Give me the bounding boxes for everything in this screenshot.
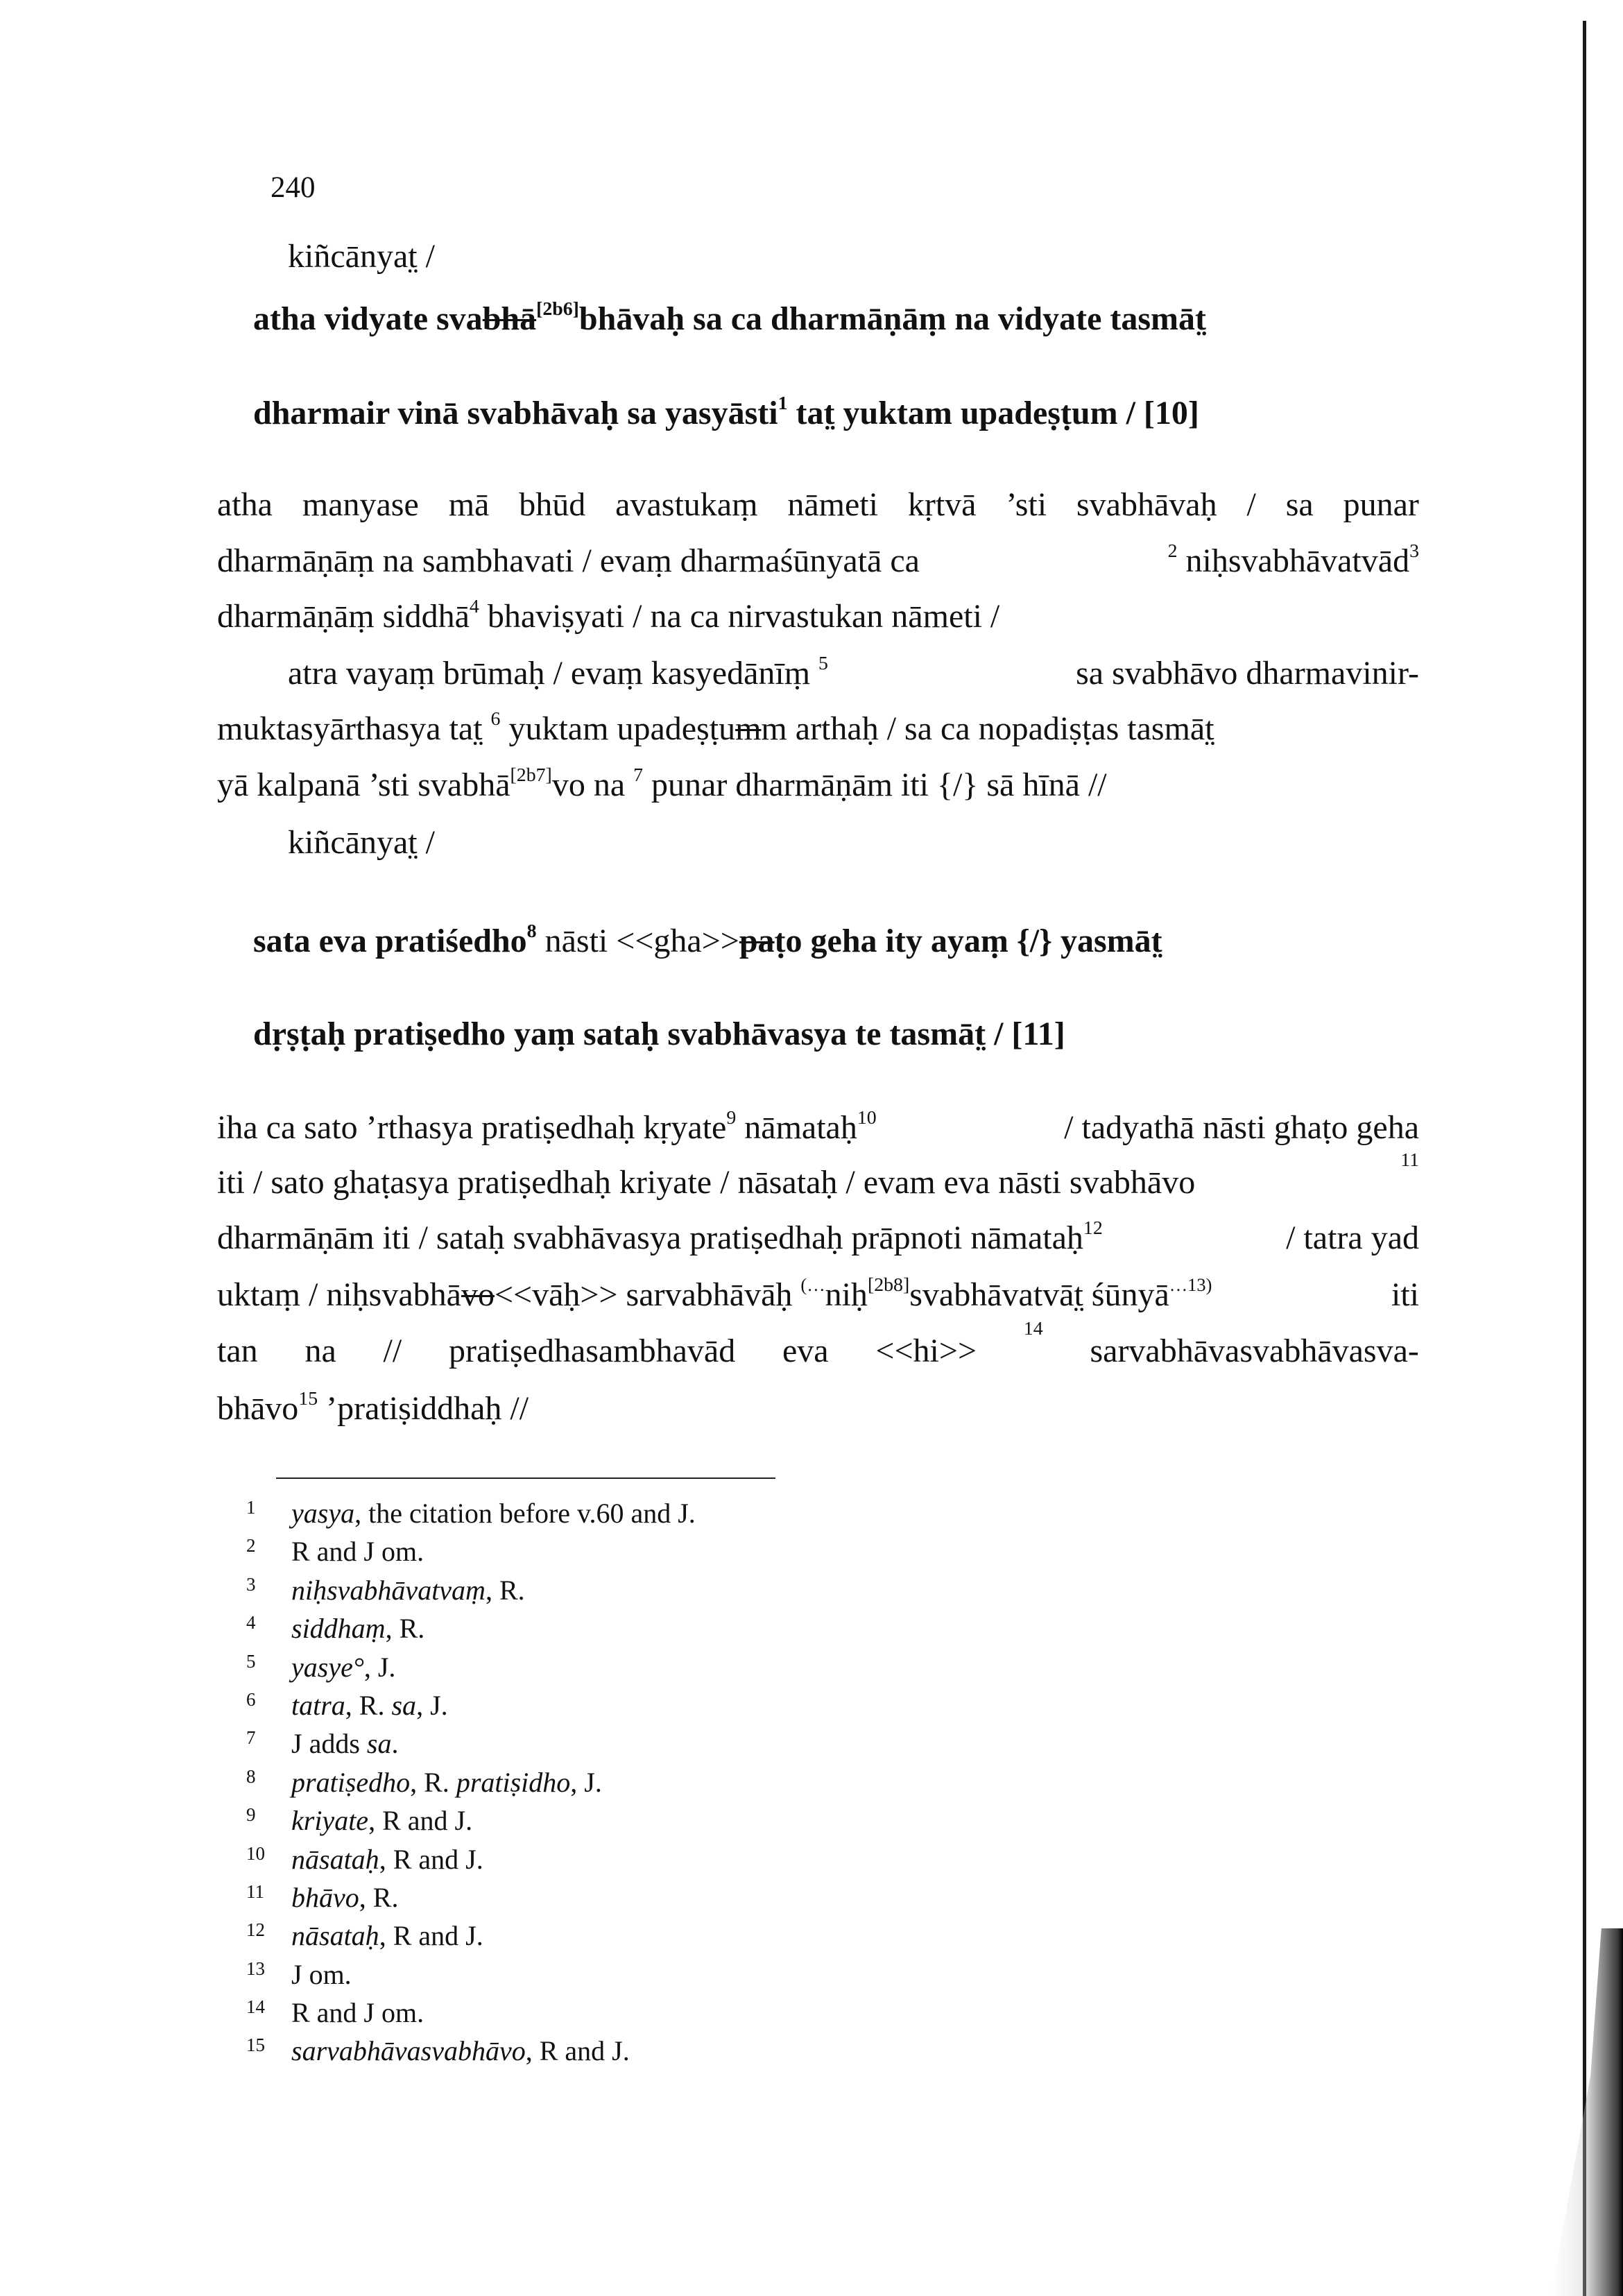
footnote-number: 1	[246, 1497, 256, 1518]
word: bhūd	[519, 486, 586, 523]
footnote-number: 7	[246, 1727, 256, 1749]
verse-10-line-a: atha vidyate svabhā[2b6]bhāvaḥ sa ca dharmāṇāṃ na vidyate tasmāt̤	[253, 298, 1206, 337]
commentary-line: iha ca sato ’rthasya pratiṣedhaḥ kṛyate$^9$ nāmataḥ$^{10}$ / tadyathā nāsti ghaṭo geha	[217, 1106, 1419, 1146]
footnote-number: 12	[246, 1919, 265, 1941]
footnote	[246, 1881, 696, 1919]
footnote-text: J om.	[291, 1958, 352, 1990]
commentary-line: yā kalpanā ’sti svabhā[2b7]vo na $^7$ punar dharmāṇām iti {/} sā hīnā //	[217, 764, 1107, 803]
footnote-number: 14	[246, 1996, 265, 2018]
folio-marker: [2b8]	[867, 1274, 910, 1296]
footnote-ref: 10	[857, 1106, 877, 1129]
word: //	[383, 1333, 402, 1369]
commentary-line	[217, 1317, 1419, 1370]
footnote-text: sarvabhāvasvabhāvo, R and J.	[291, 2035, 630, 2067]
footnote-text: nāsataḥ, R and J.	[291, 1843, 483, 1875]
scan-corner-shadow	[1551, 1928, 1623, 2296]
word: kṛtvā	[907, 486, 977, 523]
footnote-ref: 5	[818, 652, 828, 674]
word: tan	[217, 1333, 258, 1369]
word: na	[304, 1333, 336, 1369]
footnote-separator	[276, 1477, 775, 1479]
footnote-number: 2	[246, 1535, 256, 1557]
deleted-text: bhā	[482, 300, 537, 337]
commentary-line: dharmāṇām iti / sataḥ svabhāvasya pratiṣedhaḥ prāpnoti nāmataḥ$^{12}$ / tatra yad	[217, 1217, 1419, 1256]
footnote-list	[246, 1497, 696, 2073]
commentary-line: muktasyārthasya tat̤ $^6$ yuktam upadeṣṭumm arthaḥ / sa ca nopadiṣṭas tasmāt̤	[217, 708, 1214, 747]
folio-marker: [2b7]	[510, 764, 552, 786]
footnote	[246, 1497, 696, 1535]
footnote-text: yasye°, J.	[291, 1651, 396, 1683]
footnote-number: 4	[246, 1612, 256, 1634]
footnote-text: pratiṣedho, R. pratiṣidho, J.	[291, 1766, 602, 1798]
footnote-text: tatra, R. sa, J.	[291, 1689, 448, 1721]
footnote-number: 3	[246, 1573, 256, 1595]
footnote-ref: …13)	[1169, 1274, 1212, 1296]
footnote-ref: 1	[778, 392, 788, 414]
word: pratiṣedhasambhavād	[449, 1333, 736, 1369]
word: /	[1246, 486, 1256, 523]
footnote	[246, 1958, 696, 1996]
footnote-ref: 8	[526, 920, 537, 942]
footnote-number: 9	[246, 1804, 256, 1826]
footnote	[246, 1727, 696, 1765]
footnote-ref: (…	[800, 1274, 825, 1296]
footnote-ref: 6	[490, 708, 501, 730]
footnote	[246, 1843, 696, 1881]
footnote-number: 8	[246, 1765, 256, 1787]
word: punar	[1343, 486, 1419, 523]
footnote-text: bhāvo, R.	[291, 1881, 399, 1913]
commentary-line: atra vayaṃ brūmaḥ / evaṃ kasyedānīṃ $^5$ sa svabhāvo dharmavinir-	[288, 652, 1419, 692]
footnote-ref: 9	[726, 1106, 737, 1129]
commentary-line: dharmāṇāṃ siddhā$^4$ bhaviṣyati / na ca nirvastukan nāmeti /	[217, 595, 1000, 635]
footnote-text: kriyate, R and J.	[291, 1805, 473, 1837]
word: nāmeti	[787, 486, 878, 523]
word: manyase	[302, 486, 419, 523]
footnote-ref: 11	[1400, 1149, 1419, 1171]
commentary-line: dharmāṇāṃ na sambhavati / evaṃ dharmaśūnyatā ca $^2$ niḥsvabhāvatvād$^3$	[217, 540, 1419, 579]
word: atha	[217, 486, 273, 523]
footnote	[246, 1574, 696, 1612]
commentary-line: iti / sato ghaṭasya pratiṣedhaḥ kriyate / nāsataḥ / evam eva nāsti svabhāvo $^{11}$	[217, 1149, 1419, 1201]
text-line: kiñcānyat̤ /	[288, 238, 435, 275]
footnote-text: nāsataḥ, R and J.	[291, 1920, 483, 1952]
footnote-text: siddhaṃ, R.	[291, 1613, 425, 1645]
footnote-ref: 3	[1409, 540, 1419, 562]
commentary-line: uktaṃ / niḥsvabhāvo<<vāḥ>> sarvabhāvāḥ (…niḥ[2b8]svabhāvatvāt̤ śūnyā$^{\dots 13)}$ iti	[217, 1274, 1419, 1313]
word: avastukaṃ	[615, 486, 758, 523]
footnote	[246, 1996, 696, 2034]
word: mā	[448, 486, 490, 523]
verse-11-line-b: dṛṣṭaḥ pratiṣedho yaṃ sataḥ svabhāvasya te tasmāt̤ / [11]	[253, 1016, 1065, 1052]
footnote-number: 5	[246, 1650, 256, 1672]
page-number: 240	[270, 171, 316, 204]
footnote	[246, 1766, 696, 1804]
commentary-line: bhāvo$^{15}$ ’pratiṣiddhaḥ //	[217, 1387, 529, 1427]
word: sarvabhāvasvabhāvasva-	[1090, 1333, 1419, 1369]
footnote	[246, 1651, 696, 1689]
commentary-line	[217, 486, 1419, 524]
word: svabhāvaḥ	[1076, 486, 1217, 523]
deleted-text: vo	[461, 1276, 495, 1313]
footnote	[246, 1689, 696, 1727]
footnote-ref: 4	[469, 595, 479, 617]
verse-11-line-a: sata eva pratiśedho$^8$ nāsti <<gha>>paṭo geha ity ayaṃ {/} yasmāt̤	[253, 920, 1162, 959]
footnote-ref: 15	[298, 1387, 318, 1410]
footnote	[246, 1804, 696, 1842]
footnote-ref: 7	[633, 764, 644, 786]
footnote-number: 15	[246, 2034, 265, 2056]
commentary-line: kiñcānyat̤ /	[288, 824, 435, 861]
verse-10-line-b: dharmair vinā svabhāvaḥ sa yasyāsti$^1$ tat̤ yuktam upadeṣṭum / [10]	[253, 392, 1199, 431]
footnote-number: 11	[246, 1881, 264, 1902]
footnote-ref: 14	[1023, 1317, 1043, 1339]
word: <<hi>>	[875, 1333, 977, 1369]
footnote-text: R and J om.	[291, 1536, 424, 1568]
footnote-text: niḥsvabhāvatvaṃ, R.	[291, 1574, 525, 1606]
word: ’sti	[1006, 486, 1047, 523]
scan-page-edge	[1583, 21, 1586, 2296]
footnote-number: 10	[246, 1842, 265, 1864]
folio-marker: [2b6]	[536, 298, 579, 320]
footnote-ref: 2	[1167, 540, 1178, 562]
footnote-number: 6	[246, 1688, 256, 1710]
word: eva	[782, 1333, 829, 1369]
deleted-text: m	[735, 710, 762, 747]
word: sa	[1285, 486, 1314, 523]
footnote-text: R and J om.	[291, 1997, 424, 2029]
footnote	[246, 1612, 696, 1650]
footnote	[246, 1919, 696, 1957]
footnote	[246, 2034, 696, 2073]
deleted-text: pa	[739, 923, 775, 959]
footnote-ref: 12	[1083, 1217, 1103, 1239]
footnote	[246, 1535, 696, 1573]
footnote-number: 13	[246, 1957, 265, 1979]
footnote-text: yasya, the citation before v.60 and J.	[291, 1498, 696, 1529]
footnote-text: J adds sa.	[291, 1728, 399, 1760]
